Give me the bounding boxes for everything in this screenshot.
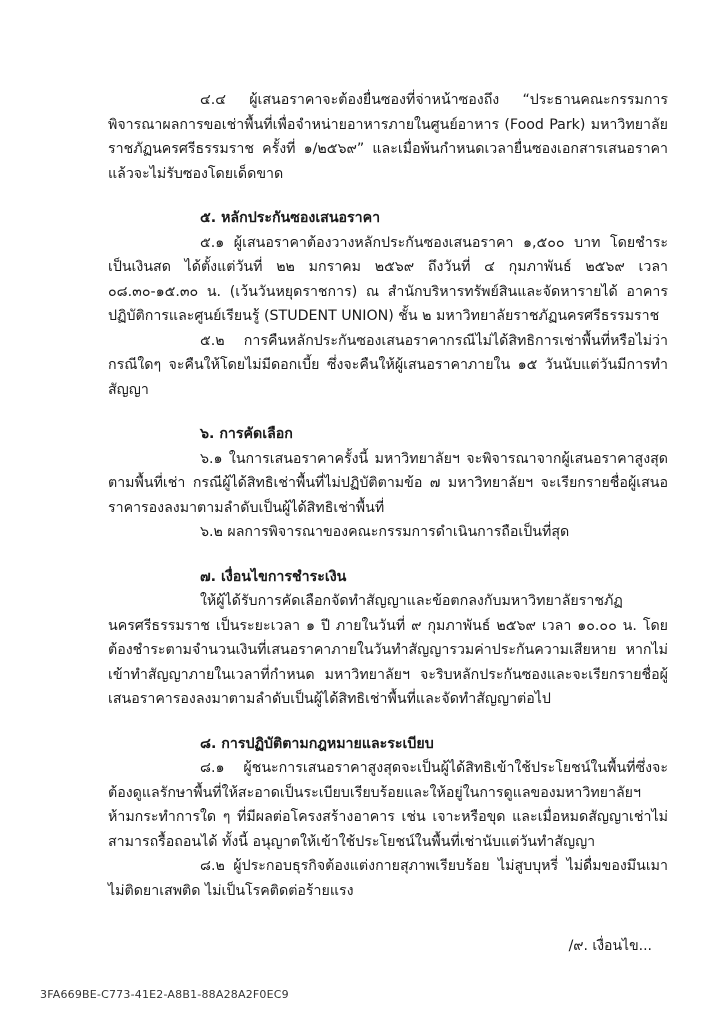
clause-5-1: ๕.๑ ผู้เสนอราคาต้องวางหลักประกันซองเสนอราคา ๑,๕๐๐ บาท โดยชำระเป็นเงินสด ได้ตั้งแต่วันที่ ๒๒ มกราคม ๒๕๖๙ ถึงวันที่ ๔ กุมภาพันธ์ ๒๕๖๙ เวลา ๐๘.๓๐-๑๕.๓๐ น. (เว้นวันหยุดราชการ) ณ สำนักบริหารทรัพย์สินและจัดหารายได้ อาคารปฏิบัติการและศูนย์เรียนรู้ (STUDENT UNION) ชั้น ๒ มหาวิทยาลัยราชภัฏนครศรีธรรมราช [108,234,668,324]
clause-8-2: ๘.๒ ผู้ประกอบธุรกิจต้องแต่งกายสุภาพเรียบร้อย ไม่สูบบุหรี่ ไม่ดื่มของมึนเมา ไม่ติดยาเสพติด ไม่เป็นโรคติดต่อร้ายแรง [108,858,668,899]
continuation-marker: /๙. เงื่อนไข... [568,938,652,954]
document-id: 3FA669BE-C773-41E2-A8B1-88A28A2F0EC9 [40,988,289,1001]
clause-4-4: ๔.๔ ผู้เสนอราคาจะต้องยื่นซองที่จ่าหน้าซองถึง “ประธานคณะกรรมการพิจารณาผลการขอเช่าพื้นที่เพื่อจำหน่ายอาหารภายในศูนย์อาหาร (Food Park) มหาวิทยาลัยราชภัฏนครศรีธรรมราช ครั้งที่ ๑/๒๕๖๙” และเมื่อพ้นกำหนดเวลายื่นซองเอกสารเสนอราคาแล้วจะไม่รับซองโดยเด็ดขาด [108,92,668,182]
clause-5-2: ๕.๒ การคืนหลักประกันซองเสนอราคากรณีไม่ได้สิทธิการเช่าพื้นที่หรือไม่ว่ากรณีใดๆ จะคืนให้โดยไม่มีดอกเบี้ย ซึ่งจะคืนให้ผู้เสนอราคาภายใน ๑๕ วันนับแต่วันมีการทำสัญญา [108,332,668,398]
clause-7-body: ให้ผู้ได้รับการคัดเลือกจัดทำสัญญาและข้อตกลงกับมหาวิทยาลัยราชภัฏนครศรีธรรมราช เป็นระยะเวลา ๑ ปี ภายในวันที่ ๙ กุมภาพันธ์ ๒๕๖๙ เวลา ๑๐.๐๐ น. โดยต้องชำระตามจำนวนเงินที่เสนอราคาภายในวันทำสัญญารวมค่าประกันความเสียหาย หากไม่เข้าทำสัญญาภายในเวลาที่กำหนด มหาวิทยาลัยฯ จะริบหลักประกันซองและจะเรียกรายชื่อผู้เสนอราคารองลงมาตามลำดับเป็นผู้ได้สิทธิเช่าพื้นที่และจัดทำสัญญาต่อไป [108,593,668,707]
section-7-heading: ๗. เงื่อนไขการชำระเงิน [200,568,347,585]
document-body [108,88,668,903]
section-6-heading: ๖. การคัดเลือก [200,426,293,442]
clause-6-2: ๖.๒ ผลการพิจารณาของคณะกรรมการดำเนินการถือเป็นที่สุด [200,524,570,540]
section-8-heading: ๘. การปฏิบัติตามกฎหมายและระเบียบ [200,735,434,752]
clause-6-1: ๖.๑ ในการเสนอราคาครั้งนี้ มหาวิทยาลัยฯ จะพิจารณาจากผู้เสนอราคาสูงสุดตามพื้นที่เช่า กรณีผู้ได้สิทธิเช่าพื้นที่ไม่ปฏิบัติตามข้อ ๗ มหาวิทยาลัยฯ จะเรียกรายชื่อผู้เสนอราคารองลงมาตามลำดับเป็นผู้ได้สิทธิเช่าพื้นที่ [108,450,668,516]
clause-8-1: ๘.๑ ผู้ชนะการเสนอราคาสูงสุดจะเป็นผู้ได้สิทธิเข้าใช้ประโยชน์ในพื้นที่ซึ่งจะต้องดูแลรักษาพื้นที่ให้สะอาดเป็นระเบียบเรียบร้อยและให้อยู่ในการดูแลของมหาวิทยาลัยฯ ห้ามกระทำการใด ๆ ที่มีผลต่อโครงสร้างอาคาร เช่น เจาะหรือขุด และเมื่อหมดสัญญาเช่าไม่สามารถรื้อถอนได้ ทั้งนี้ อนุญาตให้เข้าใช้ประโยชน์ในพื้นที่เช่านับแต่วันทำสัญญา [108,760,668,850]
section-5-heading: ๕. หลักประกันซองเสนอราคา [200,210,381,226]
